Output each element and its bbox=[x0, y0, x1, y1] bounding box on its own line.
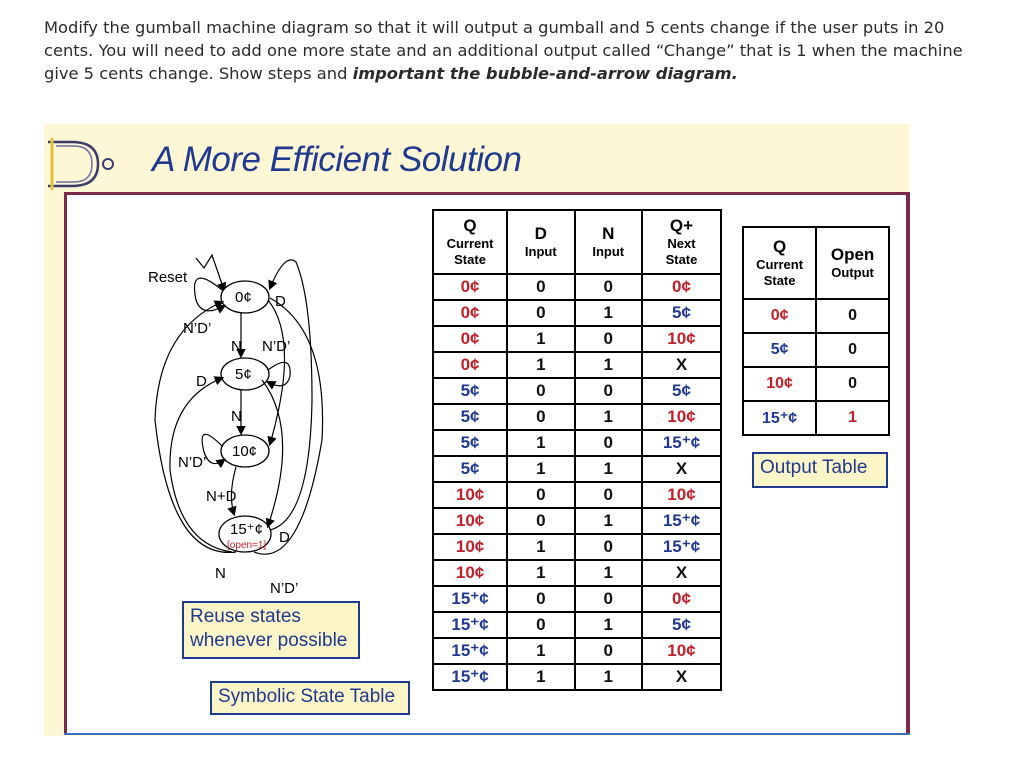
table-cell: 0 bbox=[507, 404, 574, 430]
table-cell: 1 bbox=[507, 534, 574, 560]
table-cell: 5¢ bbox=[642, 612, 721, 638]
table-cell: 0¢ bbox=[433, 300, 507, 326]
table-cell: 15⁺¢ bbox=[642, 430, 721, 456]
state-5c-label: 5¢ bbox=[235, 366, 252, 383]
table-cell: 0 bbox=[507, 274, 574, 300]
table-row bbox=[433, 664, 721, 690]
edge-label-nd2: N’D’ bbox=[262, 338, 291, 355]
table-cell: 15⁺¢ bbox=[433, 638, 507, 664]
table-cell: 0 bbox=[507, 586, 574, 612]
table-cell: 5¢ bbox=[433, 456, 507, 482]
table-row bbox=[743, 367, 889, 401]
table-cell: 0 bbox=[507, 482, 574, 508]
table-cell: 0 bbox=[507, 300, 574, 326]
table-row bbox=[433, 534, 721, 560]
header-symbol: Q+ bbox=[669, 216, 694, 235]
table-cell: 1 bbox=[575, 404, 642, 430]
table-header-row bbox=[743, 227, 889, 299]
table-cell: 1 bbox=[575, 664, 642, 690]
edge-label-n1: N bbox=[231, 338, 242, 355]
table-cell: 1 bbox=[575, 300, 642, 326]
header-subtitle: Current State bbox=[756, 257, 804, 288]
table-row bbox=[433, 404, 721, 430]
edge-label-d2: D bbox=[196, 373, 207, 390]
table-cell: X bbox=[642, 664, 721, 690]
edge-label-nd3: N’D’ bbox=[178, 454, 207, 471]
table-cell: 0 bbox=[575, 638, 642, 664]
table-cell: 10¢ bbox=[642, 638, 721, 664]
table-cell: X bbox=[642, 560, 721, 586]
table-cell: 0¢ bbox=[433, 352, 507, 378]
table-row bbox=[433, 456, 721, 482]
table-cell: 10¢ bbox=[743, 367, 816, 401]
table-cell: 0¢ bbox=[433, 274, 507, 300]
table-header-row bbox=[433, 210, 721, 274]
header-symbol: Q bbox=[463, 216, 477, 235]
table-row bbox=[433, 300, 721, 326]
header-symbol: Q bbox=[772, 237, 787, 256]
table-cell: 0 bbox=[575, 534, 642, 560]
table-cell: 5¢ bbox=[433, 404, 507, 430]
table-header-cell bbox=[575, 210, 642, 274]
output-table bbox=[742, 226, 890, 436]
table-cell: 5¢ bbox=[642, 300, 721, 326]
table-row bbox=[433, 274, 721, 300]
table-cell: 10¢ bbox=[433, 534, 507, 560]
table-cell: 0¢ bbox=[642, 586, 721, 612]
table-cell: 15⁺¢ bbox=[743, 401, 816, 435]
edge-label-nplusd: N+D bbox=[206, 488, 237, 505]
table-cell: 1 bbox=[507, 664, 574, 690]
header-symbol: N bbox=[602, 224, 615, 243]
state-0c-label: 0¢ bbox=[235, 289, 252, 306]
table-row bbox=[433, 326, 721, 352]
table-row bbox=[433, 482, 721, 508]
table-cell: 5¢ bbox=[433, 430, 507, 456]
table-header-cell bbox=[743, 227, 816, 299]
table-cell: 10¢ bbox=[433, 482, 507, 508]
table-cell: 1 bbox=[575, 456, 642, 482]
symbolic-state-table-note: Symbolic State Table bbox=[210, 681, 410, 715]
edge-label-n2: N bbox=[231, 408, 242, 425]
table-cell: 0 bbox=[507, 508, 574, 534]
table-cell: 1 bbox=[507, 430, 574, 456]
header-subtitle: Input bbox=[524, 244, 557, 259]
edge-label-d3: D bbox=[279, 529, 290, 546]
table-cell: 10¢ bbox=[433, 508, 507, 534]
table-cell: 0 bbox=[816, 333, 889, 367]
header-subtitle: Input bbox=[592, 244, 625, 259]
table-row bbox=[743, 401, 889, 435]
table-cell: 1 bbox=[507, 638, 574, 664]
table-cell: X bbox=[642, 456, 721, 482]
table-cell: 1 bbox=[575, 560, 642, 586]
table-cell: 1 bbox=[816, 401, 889, 435]
table-cell: 0 bbox=[816, 367, 889, 401]
reuse-states-note: Reuse states whenever possible bbox=[182, 601, 360, 659]
table-cell: 0 bbox=[575, 482, 642, 508]
header-subtitle: Current State bbox=[446, 236, 494, 267]
reset-label: Reset bbox=[148, 269, 188, 286]
table-row bbox=[433, 508, 721, 534]
table-cell: 0 bbox=[575, 378, 642, 404]
table-cell: 0¢ bbox=[743, 299, 816, 333]
table-row bbox=[433, 352, 721, 378]
table-row bbox=[743, 299, 889, 333]
table-header-cell bbox=[816, 227, 889, 299]
state-15c-label: 15⁺¢ bbox=[230, 521, 263, 538]
table-cell: 15⁺¢ bbox=[642, 534, 721, 560]
table-row bbox=[433, 638, 721, 664]
table-cell: 15⁺¢ bbox=[433, 664, 507, 690]
table-cell: 0 bbox=[507, 378, 574, 404]
question-body: Modify the gumball machine diagram so that it will output a gumball and 5 cents change if the user puts in 20 cents. You will need to add one more state and an additional output called “Change” that is 1 when the machine give 5 cents change. Show steps and bbox=[44, 18, 963, 83]
table-cell: 0 bbox=[575, 586, 642, 612]
table-row bbox=[433, 560, 721, 586]
question-emphasis: important the bubble-and-arrow diagram. bbox=[352, 64, 738, 83]
table-cell: 0 bbox=[816, 299, 889, 333]
table-cell: 15⁺¢ bbox=[433, 586, 507, 612]
edge-label-d1: D bbox=[275, 293, 286, 310]
table-cell: 0 bbox=[575, 430, 642, 456]
table-row bbox=[433, 612, 721, 638]
table-cell: 1 bbox=[507, 326, 574, 352]
table-cell: 0 bbox=[575, 274, 642, 300]
state-10c-label: 10¢ bbox=[232, 443, 258, 460]
table-cell: 10¢ bbox=[642, 482, 721, 508]
edge-label-n3: N bbox=[215, 565, 226, 582]
table-cell: 1 bbox=[507, 560, 574, 586]
header-subtitle: Output bbox=[831, 265, 874, 280]
table-row bbox=[433, 586, 721, 612]
table-cell: 1 bbox=[507, 456, 574, 482]
table-cell: 1 bbox=[575, 352, 642, 378]
header-symbol: Open bbox=[830, 245, 875, 264]
slide-title: A More Efficient Solution bbox=[152, 140, 522, 179]
table-row bbox=[743, 333, 889, 367]
table-row bbox=[433, 378, 721, 404]
table-header-cell bbox=[507, 210, 574, 274]
edge-label-nd1: N’D’ bbox=[183, 320, 212, 337]
table-cell: 15⁺¢ bbox=[642, 508, 721, 534]
table-cell: 0 bbox=[507, 612, 574, 638]
header-subtitle: Next State bbox=[665, 236, 698, 267]
table-cell: 1 bbox=[507, 352, 574, 378]
table-row bbox=[433, 430, 721, 456]
table-cell: 5¢ bbox=[642, 378, 721, 404]
table-cell: 0 bbox=[575, 326, 642, 352]
header-symbol: D bbox=[534, 224, 547, 243]
table-cell: 5¢ bbox=[743, 333, 816, 367]
edge-label-nd4: N’D’ bbox=[270, 580, 299, 597]
table-cell: 5¢ bbox=[433, 378, 507, 404]
table-cell: 10¢ bbox=[433, 560, 507, 586]
table-cell: 0¢ bbox=[642, 274, 721, 300]
symbolic-state-table bbox=[432, 209, 722, 691]
state-15c-output: [open=1] bbox=[227, 540, 267, 551]
table-cell: X bbox=[642, 352, 721, 378]
table-header-cell bbox=[433, 210, 507, 274]
table-header-cell bbox=[642, 210, 721, 274]
output-table-note: Output Table bbox=[752, 452, 888, 488]
table-cell: 10¢ bbox=[642, 404, 721, 430]
table-cell: 10¢ bbox=[642, 326, 721, 352]
table-cell: 0¢ bbox=[433, 326, 507, 352]
table-cell: 1 bbox=[575, 612, 642, 638]
table-cell: 15⁺¢ bbox=[433, 612, 507, 638]
table-cell: 1 bbox=[575, 508, 642, 534]
